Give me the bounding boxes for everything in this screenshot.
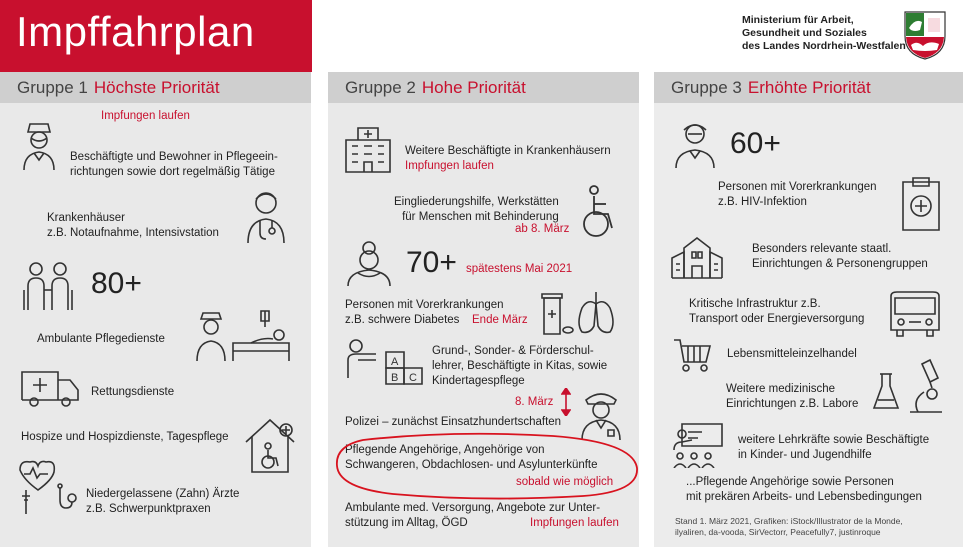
group1-item4: Rettungsdienste xyxy=(91,386,175,398)
government-building-icon xyxy=(670,234,724,280)
group3-header: Gruppe 3 Erhöhte Priorität xyxy=(654,72,963,103)
group3-panel xyxy=(654,72,963,547)
group2-item4: Grund-, Sonder- & Förderschul- lehrer, Beschäftigte in Kitas, sowie Kindertagespflege xyxy=(432,345,608,387)
highlight-ellipse xyxy=(333,432,641,500)
svg-text:B: B xyxy=(391,372,399,384)
svg-text:A: A xyxy=(391,356,399,368)
group1-item1: Beschäftigte und Bewohner in Pflegeein- richtungen sowie dort regelmäßig Tätige xyxy=(70,151,278,178)
group2-item1: Weitere Beschäftigte in Krankenhäusern xyxy=(405,145,611,157)
group2-date5: sobald wie möglich xyxy=(516,476,614,488)
title-banner xyxy=(0,0,312,72)
group2-status1: Impfungen laufen xyxy=(405,160,494,172)
group3-age: 60+ xyxy=(730,127,781,160)
page-title: Impffahrplan xyxy=(16,8,255,55)
clipboard-cross-icon xyxy=(899,176,943,232)
group1-item3: Ambulante Pflegedienste xyxy=(37,333,165,345)
group3-item5: Weitere medizinische Einrichtungen z.B. Labore xyxy=(726,383,859,410)
syringe-stethoscope-icon xyxy=(16,456,78,518)
group3-item6: weitere Lehrkräfte sowie Beschäftigte in Kinder- und Jugendhilfe xyxy=(738,434,930,461)
group2-date1: ab 8. März xyxy=(515,223,570,235)
group1-age: 80+ xyxy=(91,267,142,300)
group2-item3: Personen mit Vorerkrankungen z.B. schwere Diabetes xyxy=(345,299,504,326)
group2-status2: Impfungen laufen xyxy=(530,517,619,529)
group2-header: Gruppe 2 Hohe Priorität xyxy=(328,72,639,103)
teacher-abc-icon xyxy=(346,338,428,386)
classroom-icon xyxy=(672,422,724,468)
nurse-icon xyxy=(20,120,58,172)
group2-item6: Pflegende Angehörige, Angehörige von Schwangeren, Obdachlosen- und Asylunterkünfte xyxy=(345,444,598,471)
grandfather-icon xyxy=(672,116,718,170)
group1-item5: Hospize und Hospizdienste, Tagespflege xyxy=(21,431,229,443)
group2-date2: spätestens Mai 2021 xyxy=(466,263,573,275)
group2-item2: Eingliederungshilfe, Werkstätten für Menschen mit Behinderung xyxy=(394,196,559,223)
group3-item2: Besonders relevante staatl. Einrichtungen & Personengruppen xyxy=(752,243,928,270)
bus-icon xyxy=(887,290,943,338)
nurse-bed-icon xyxy=(193,307,293,363)
group1-item2: Krankenhäuser z.B. Notaufnahme, Intensivstation xyxy=(47,212,219,239)
group2-date3: Ende März xyxy=(472,314,528,326)
group1-header: Gruppe 1 Höchste Priorität xyxy=(0,72,311,103)
group2-item7: Ambulante med. Versorgung, Angebote zur Unter- stützung im Alltag, ÖGD xyxy=(345,502,601,529)
group3-item7: ...Pflegende Angehörige sowie Personen mit prekären Arbeits- und Lebensbedingungen xyxy=(686,476,922,503)
group1-item6: Niedergelassene (Zahn) Ärzte z.B. Schwerpunktpraxen xyxy=(86,488,240,515)
grandmother-icon xyxy=(344,240,394,288)
group2-item5: Polizei – zunächst Einsatzhundertschaften xyxy=(345,416,562,428)
shopping-cart-icon xyxy=(672,336,712,374)
elderly-couple-icon xyxy=(18,260,78,312)
group3-item4: Lebensmitteleinzelhandel xyxy=(727,348,857,360)
nrw-crest-icon xyxy=(903,10,947,60)
group1-status: Impfungen laufen xyxy=(101,110,190,122)
medicine-lungs-icon xyxy=(540,288,622,336)
group2-age: 70+ xyxy=(406,246,457,279)
doctor-icon xyxy=(244,187,288,245)
house-wheelchair-icon xyxy=(242,416,298,474)
ambulance-icon xyxy=(20,368,80,408)
group3-item3: Kritische Infrastruktur z.B. Transport oder Energieversorgung xyxy=(689,298,865,325)
hospital-building-icon xyxy=(342,122,394,174)
arrow-updown-icon xyxy=(561,388,571,416)
svg-text:C: C xyxy=(409,372,417,384)
wheelchair-icon xyxy=(580,184,620,240)
group1-panel xyxy=(0,72,311,547)
footnote: Stand 1. März 2021, Grafiken: iStock/Illustrator de la Monde, ilyaliren, da-vooda, SirVectorr, Peacefully7, justinroque xyxy=(675,516,903,537)
group2-date4: 8. März xyxy=(515,396,554,408)
group3-item1: Personen mit Vorerkrankungen z.B. HIV-Infektion xyxy=(718,181,877,208)
lab-icon xyxy=(872,356,946,414)
ministry-name: Ministerium für Arbeit, Gesundheit und Soziales des Landes Nordrhein-Westfalen xyxy=(742,14,906,52)
